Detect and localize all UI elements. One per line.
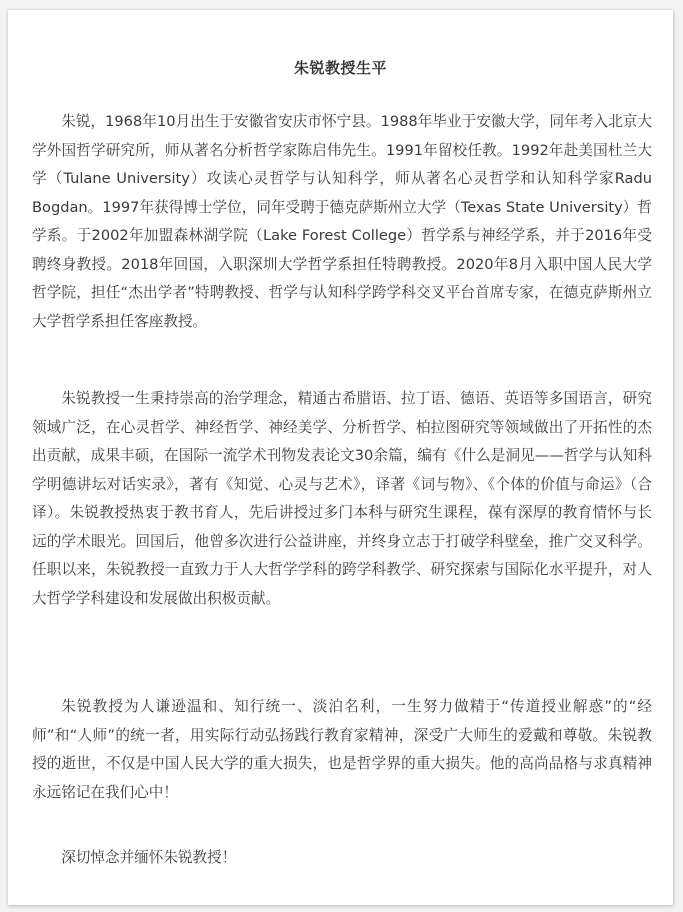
paragraph-scholarship: 朱锐教授一生秉持崇高的治学理念，精通古希腊语、拉丁语、德语、英语等多国语言，研究领域广泛，在心灵哲学、神经哲学、神经美学、分析哲学、柏拉图研究等领域做出了开拓性的杰出贡献，成果丰硕，在国际一流学术刊物发表论文30余篇，编有《什么是洞见——哲学与认知科学明德讲坛对话实录》，著有《知觉、心灵与艺术》，译著《词与物》、《个体的价值与命运》（合译）。朱锐教授热衷于教书育人，先后讲授过多门本科与研究生课程，葆有深厚的教育情怀与长远的学术眼光。回国后，他曾多次进行公益讲座，并终身立志于打破学科壁垒，推广交叉科学。任职以来，朱锐教授一直致力于人大哲学学科的跨学科教学、研究探索与国际化水平提升，对人大哲学学科建设和发展做出积极贡献。 <box>32 390 652 607</box>
article-card <box>8 10 673 905</box>
paragraph-condolence: 深切悼念并缅怀朱锐教授！ <box>61 849 237 866</box>
article-title: 朱锐教授生平 <box>293 59 387 77</box>
paragraph-character: 朱锐教授为人谦逊温和、知行统一、淡泊名利，一生努力做精于“传道授业解惑”的“经师”和“人师”的统一者，用实际行动弘扬践行教育家精神，深受广大师生的爱戴和尊敬。朱锐教授的逝世，不仅是中国人民大学的重大损失，也是哲学界的重大损失。他的高尚品格与求真精神永远铭记在我们心中！ <box>32 698 652 801</box>
paragraph-biography: 朱锐，1968年10月出生于安徽省安庆市怀宁县。1988年毕业于安徽大学，同年考入北京大学外国哲学研究所，师从著名分析哲学家陈启伟先生。1991年留校任教。1992年赴美国杜兰大学（Tulane University）攻读心灵哲学与认知科学，师从著名心灵哲学和认知科学家Radu Bogdan。1997年获得博士学位，同年受聘于德克萨斯州立大学（Texas State University）哲学系。于2002年加盟森林湖学院（Lake Forest College）哲学系与神经学系，并于2016年受聘终身教授。2018年回国，入职深圳大学哲学系担任特聘教授。2020年8月入职中国人民大学哲学院，担任“杰出学者”特聘教授、哲学与认知科学跨学科交叉平台首席专家，在德克萨斯州立大学哲学系担任客座教授。 <box>32 113 652 330</box>
